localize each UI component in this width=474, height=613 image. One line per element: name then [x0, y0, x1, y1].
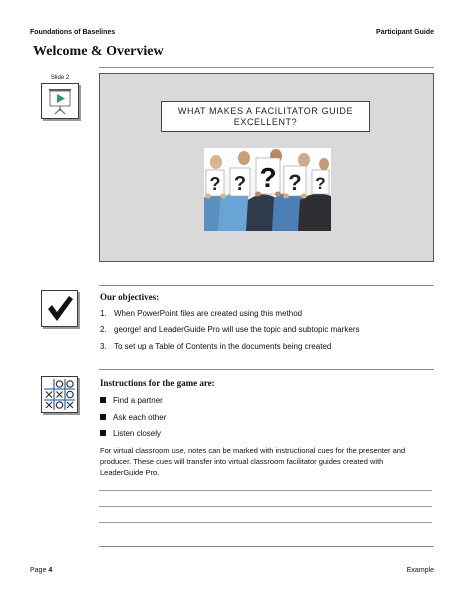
list-item	[100, 429, 161, 438]
bullet-square-icon	[100, 397, 106, 403]
objectives-rule	[99, 285, 434, 286]
svg-text:?: ?	[259, 162, 277, 193]
footer-page-number: 4	[48, 567, 53, 574]
slide-label: Slide 2	[50, 75, 70, 81]
list-item	[100, 325, 359, 334]
footer-page-label: Page	[30, 567, 47, 574]
note-line	[99, 522, 432, 523]
virtual-classroom-note: For virtual classroom use, notes can be marked with instructional cues for the presenter and producer. These cues will transfer into virtual classroom facilitator guides created with LeaderGuide Pro.	[100, 446, 406, 477]
list-item-text: To set up a Table of Contents in the documents being created	[114, 342, 332, 351]
question-marks-photo	[204, 148, 331, 231]
presentation-icon	[41, 83, 79, 119]
header-guide-type: Participant Guide	[376, 29, 434, 36]
note-line	[99, 506, 432, 507]
list-item-number: 3.	[100, 342, 107, 351]
page-title: Welcome & Overview	[33, 44, 164, 59]
title-rule	[99, 67, 434, 68]
svg-text:?: ?	[209, 174, 221, 194]
slide-heading-box	[161, 101, 370, 132]
list-item-text: When PowerPoint files are created using this method	[114, 309, 303, 318]
bullet-square-icon	[100, 430, 106, 436]
header-document-title: Foundations of Baselines	[30, 29, 116, 36]
list-item-text: Find a partner	[113, 396, 163, 405]
note-line	[99, 490, 432, 491]
list-item-number: 2.	[100, 325, 107, 334]
list-item-text: Ask each other	[113, 413, 167, 422]
slide-thumbnail	[99, 73, 434, 262]
list-item	[100, 396, 163, 405]
objectives-heading: Our objectives:	[100, 292, 160, 302]
checkmark-icon	[41, 290, 78, 327]
svg-text:?: ?	[315, 174, 326, 193]
footer-page	[30, 567, 52, 574]
list-item-number: 1.	[100, 309, 107, 318]
footer-right: Example	[406, 567, 434, 574]
list-item-text: Listen closely	[113, 429, 162, 438]
list-item-text: george! and LeaderGuide Pro will use the topic and subtopic markers	[114, 325, 360, 334]
svg-text:?: ?	[288, 170, 302, 195]
slide-heading: WHAT MAKES A FACILITATOR GUIDE EXCELLENT?	[177, 105, 354, 127]
list-item	[100, 342, 331, 351]
game-heading: Instructions for the game are:	[100, 378, 215, 388]
svg-text:?: ?	[233, 173, 247, 195]
bullet-square-icon	[100, 414, 106, 420]
tic-tac-toe-icon	[41, 376, 78, 413]
list-item	[100, 413, 166, 422]
game-rule	[99, 369, 434, 370]
bottom-rule	[99, 546, 434, 547]
list-item	[100, 309, 302, 318]
